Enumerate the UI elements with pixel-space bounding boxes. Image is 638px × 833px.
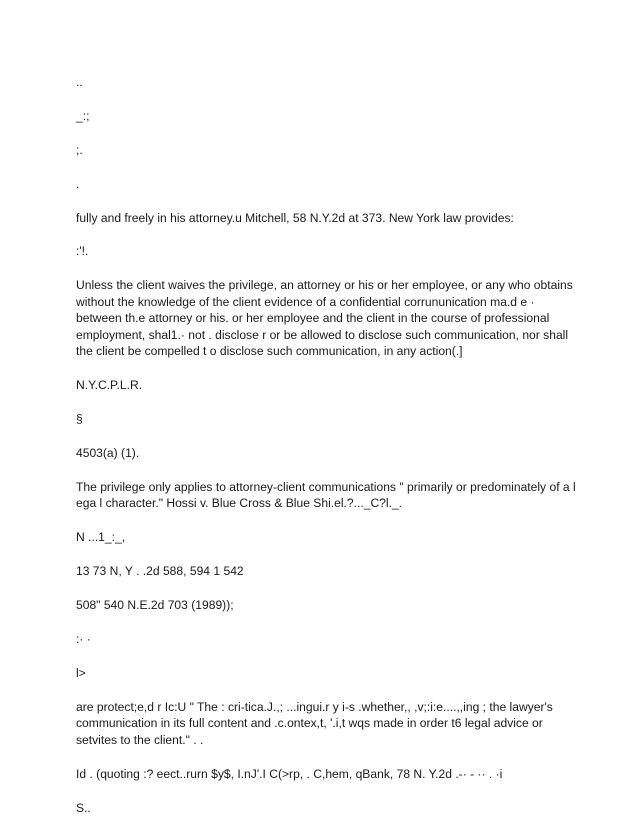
- id-quoting-citation: Id . (quoting :? eect..rurn $y$, I.nJ'.I C(>rp, . C,hem, qBank, 78 N. Y.2d .-· - ·· . ·i: [76, 766, 503, 781]
- text-fragment-3: ;.: [76, 142, 83, 157]
- text-fragment-2: _:;: [76, 108, 90, 123]
- text-fragment-6: :· ·: [76, 631, 91, 646]
- text-fragment-4: .: [76, 176, 80, 191]
- citation-fragment-1: N ...1_:_,: [76, 530, 126, 545]
- text-fragment-8: S..: [76, 800, 91, 815]
- privilege-scope-paragraph: The privilege only applies to attorney-client communications " primarily or predominately of a l ega l character." Hossi v. Blue Cross & Blue Shi.el.?..._C?l._.: [76, 479, 576, 511]
- section-symbol: §: [76, 412, 83, 427]
- statute-subsection: 4503(a) (1).: [76, 446, 140, 461]
- text-fragment-7: l>: [76, 665, 86, 680]
- citation-fragment-2: 13 73 N, Y . .2d 588, 594 1 542: [76, 564, 244, 579]
- text-fragment-5: :'!.: [76, 244, 89, 259]
- paragraph-mitchell-citation: fully and freely in his attorney.u Mitchell, 58 N.Y.2d at 373. New York law provides:: [76, 210, 514, 225]
- citation-fragment-3: 508" 540 N.E.2d 703 (1989));: [76, 598, 234, 613]
- document-body: [76, 74, 576, 833]
- text-fragment-1: ..: [76, 75, 83, 89]
- statute-name: N.Y.C.P.L.R.: [76, 378, 143, 393]
- critical-inquiry-paragraph: are protect;e,d r Ic:U " The : cri-tica.J.,; ...ingui.r y i-s .whether,, ,v;:i:e....,,ing ; the lawyer's communication in its full content and .c.ontex,t, '.i,t wqs made in order t6 legal advice or setvites to the client." . .: [76, 699, 553, 747]
- statute-quote-paragraph: Unless the client waives the privilege, an attorney or his or her employee, or any who obtains without the knowledge of the client evidence of a confidential corrununication ma.d e · between th.e attorney or his. or her employee and the client in the course of professional employment, shal1.· not . disclose r or be allowed to disclose such communication, nor shall the client be compelled t o disclose such communication, in any action(.]: [76, 278, 573, 359]
